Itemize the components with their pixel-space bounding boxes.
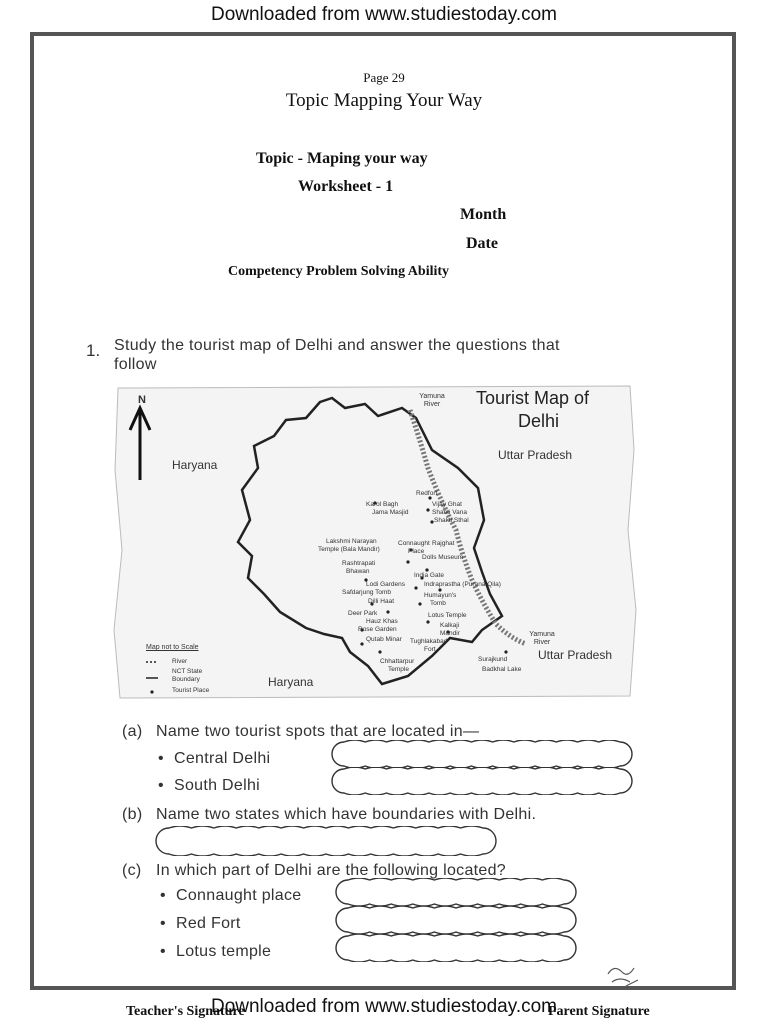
bullet-dot: • xyxy=(158,777,164,794)
uttar-pradesh-label-top: Uttar Pradesh xyxy=(498,448,573,462)
place-lakshmi-2: Temple (Bala Mandir) xyxy=(318,546,380,553)
header-watermark: Downloaded from www.studiestoday.com xyxy=(210,4,558,25)
place-shakti-sthal: Shakti Sthal xyxy=(434,517,469,524)
scribble-mark xyxy=(604,962,644,988)
answer-box-red-fort[interactable] xyxy=(334,906,578,934)
haryana-label-bottom: Haryana xyxy=(268,675,314,689)
place-rashtrapati-1: Rashtrapati xyxy=(342,560,376,567)
place-chhattarpur-2: Temple xyxy=(388,666,409,673)
part-a-bullet-south: South Delhi xyxy=(174,777,261,794)
answer-box-states[interactable] xyxy=(154,826,498,856)
place-hauz-khas-1: Hauz Khas xyxy=(366,618,398,625)
worksheet-label: Worksheet - 1 xyxy=(298,178,394,195)
place-tughlakabad-1: Tughlakabad xyxy=(410,638,448,645)
legend-title: Map not to Scale xyxy=(146,644,199,651)
place-dilli-haat: Dilli Haat xyxy=(368,598,395,605)
question-number: 1. xyxy=(86,341,101,360)
place-kalkaji-2: Mandir xyxy=(440,630,460,637)
part-c-bullet-red-fort: Red Fort xyxy=(176,915,241,932)
place-badkhal-lake: Badkhal Lake xyxy=(482,666,522,673)
answer-box-central-delhi[interactable] xyxy=(330,740,634,768)
tourist-map xyxy=(110,380,640,702)
date-label: Date xyxy=(466,235,498,252)
uttar-pradesh-label-bottom: Uttar Pradesh xyxy=(538,648,613,662)
yamuna-label-bottom: Yamuna River xyxy=(529,631,555,646)
part-b-text: Name two states which have boundaries with Delhi. xyxy=(156,806,537,823)
part-a-text: Name two tourist spots that are located in— xyxy=(156,723,480,740)
place-lotus-temple: Lotus Temple xyxy=(428,612,467,619)
competency-label: Competency Problem Solving Ability xyxy=(228,264,450,279)
place-vijay-ghat: Vijay Ghat xyxy=(432,501,462,508)
footer-watermark: Downloaded from www.studiestoday.com xyxy=(210,996,558,1017)
place-shanti-vana: Shanti Vana xyxy=(432,509,467,516)
page-title: Topic Mapping Your Way xyxy=(285,90,483,111)
teacher-signature: Teacher's Signature xyxy=(126,1004,245,1019)
map-title-line1: Tourist Map of xyxy=(476,388,590,408)
place-india-gate: India Gate xyxy=(414,572,444,579)
bullet-dot: • xyxy=(160,887,166,904)
place-dolls-museum: Dolls Museum xyxy=(422,554,464,561)
place-karol-bagh: Karol Bagh xyxy=(366,501,399,508)
question-text-line2: follow xyxy=(114,356,157,373)
answer-box-south-delhi[interactable] xyxy=(330,767,634,795)
part-a-bullet-central: Central Delhi xyxy=(174,750,271,767)
place-tughlakabad-2: Fort xyxy=(424,646,436,653)
place-connaught-2: Place xyxy=(408,548,425,555)
bullet-dot: • xyxy=(160,943,166,960)
place-qutab-minar: Qutab Minar xyxy=(366,636,402,643)
place-hauz-khas-2: Rose Garden xyxy=(358,626,397,633)
answer-box-lotus[interactable] xyxy=(334,934,578,962)
haryana-label-top: Haryana xyxy=(172,458,218,472)
place-kalkaji-1: Kalkaji xyxy=(440,622,460,629)
place-lakshmi-1: Lakshmi Narayan xyxy=(326,538,377,545)
question-text-line1: Study the tourist map of Delhi and answer the questions that xyxy=(114,337,560,354)
legend-river: River xyxy=(172,658,188,665)
parent-signature: Parent Signature xyxy=(548,1004,650,1019)
place-safdarjung: Safdarjung Tomb xyxy=(342,589,392,596)
place-humayun-2: Tomb xyxy=(430,600,446,607)
place-red-fort: Redfort xyxy=(416,490,438,497)
part-c-text: In which part of Delhi are the following located? xyxy=(156,862,507,879)
legend-boundary-2: Boundary xyxy=(172,676,200,683)
bullet-dot: • xyxy=(158,750,164,767)
place-chhattarpur-1: Chhattarpur xyxy=(380,658,415,665)
north-label: N xyxy=(138,394,146,406)
bullet-dot: • xyxy=(160,915,166,932)
part-c-label: (c) xyxy=(122,862,142,879)
legend-tourist-dot xyxy=(150,690,153,693)
yamuna-label-top: Yamuna River xyxy=(419,393,445,408)
part-b-label: (b) xyxy=(122,806,143,823)
map-title-line2: Delhi xyxy=(518,411,560,431)
place-rajghat: Rajghat xyxy=(432,540,455,547)
topic-line: Topic - Maping your way xyxy=(256,150,428,167)
part-c-bullet-connaught: Connaught place xyxy=(176,887,302,904)
answer-box-connaught[interactable] xyxy=(334,878,578,906)
legend-tourist: Tourist Place xyxy=(172,687,210,694)
place-surajkund: Surajkund xyxy=(478,656,508,663)
part-a-label: (a) xyxy=(122,723,143,740)
page-number: Page 29 xyxy=(363,70,405,85)
place-deer-park: Deer Park xyxy=(348,610,378,617)
place-jama-masjid: Jama Masjid xyxy=(372,509,409,516)
place-indraprastha: Indraprastha (Purana Qila) xyxy=(424,581,501,588)
place-connaught-1: Connaught xyxy=(398,540,430,547)
place-lodi-gardens: Lodi Gardens xyxy=(366,581,406,588)
place-humayun-1: Humayun's xyxy=(424,592,457,599)
place-rashtrapati-2: Bhawan xyxy=(346,568,370,575)
month-label: Month xyxy=(460,206,507,223)
legend-boundary-1: NCT State xyxy=(172,668,203,675)
part-c-bullet-lotus: Lotus temple xyxy=(176,943,272,960)
